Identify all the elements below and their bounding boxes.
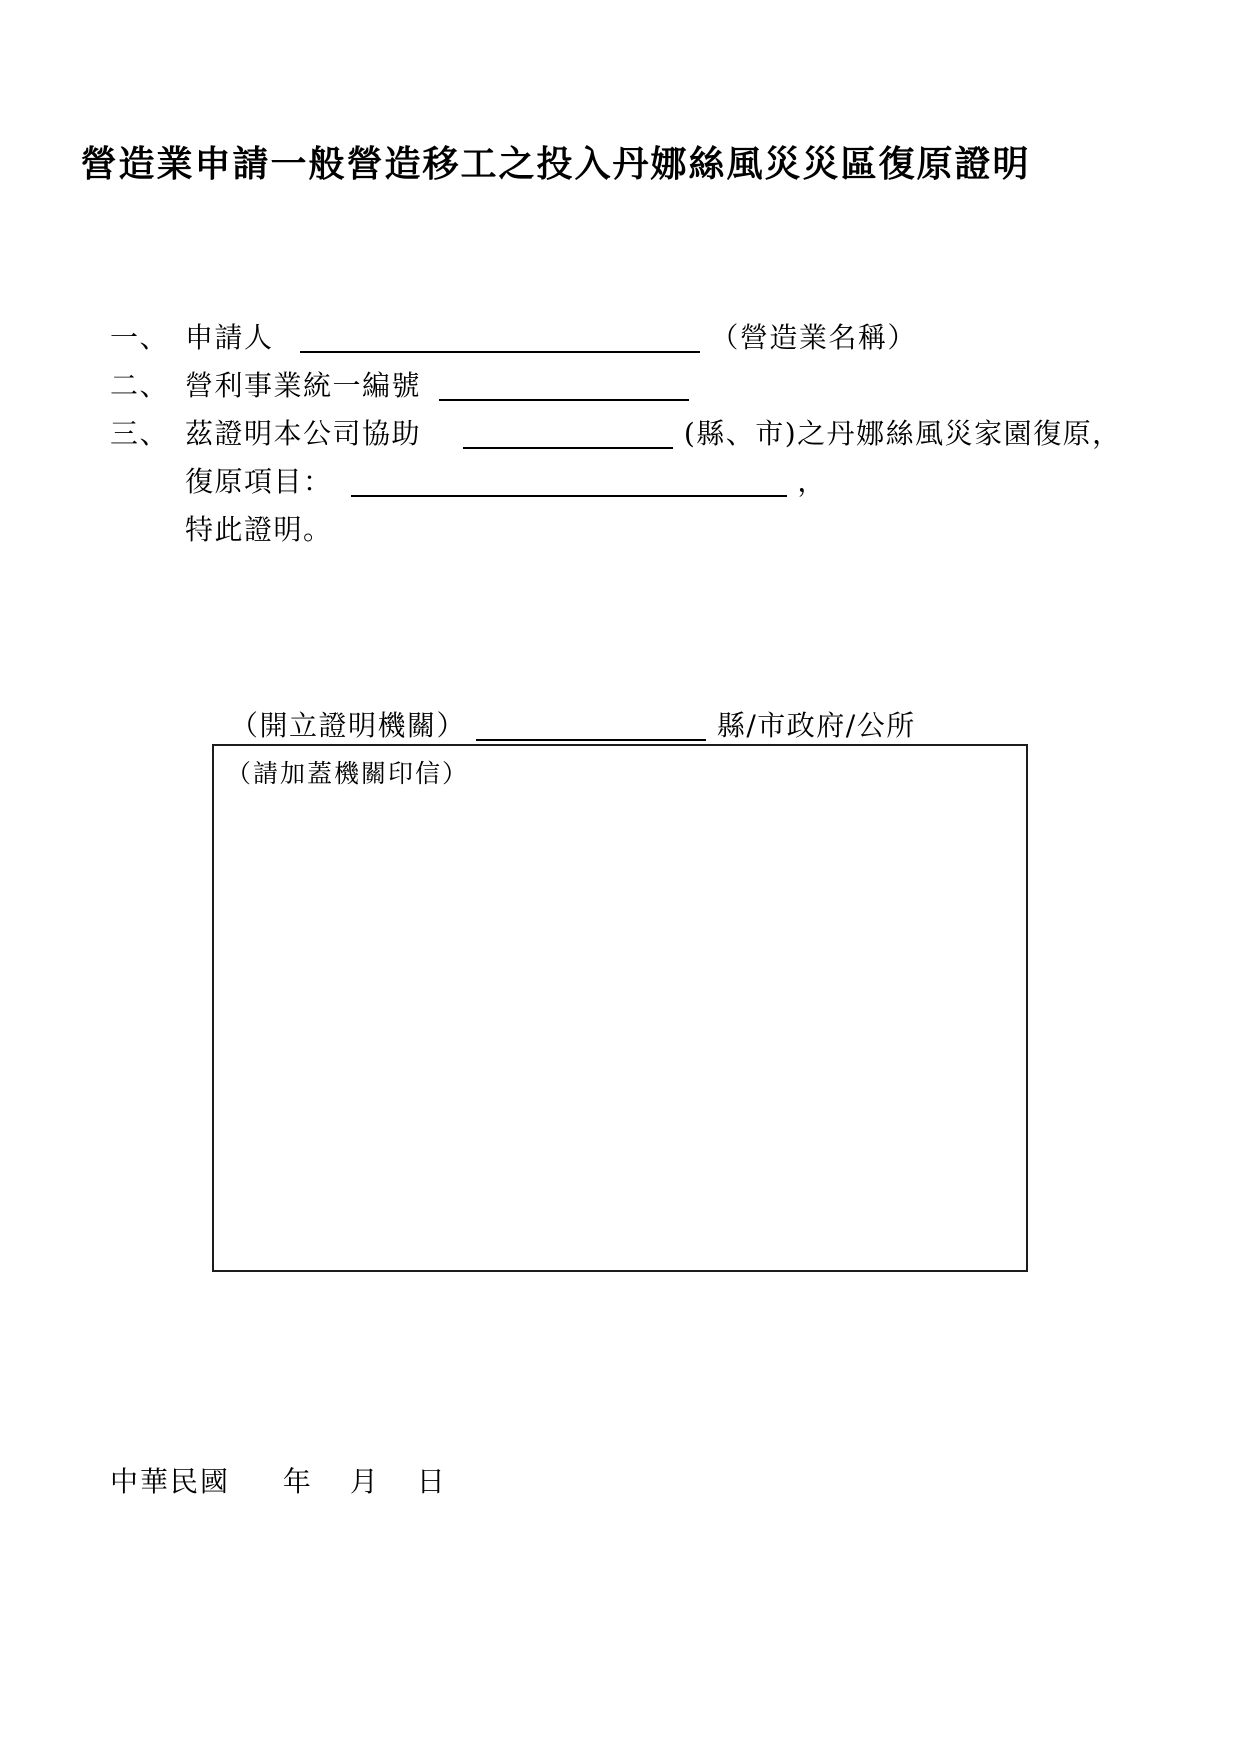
item-3-indent	[110, 458, 185, 506]
restoration-items-comma: ，	[797, 465, 827, 498]
item-3-line-3	[110, 506, 1122, 554]
county-restoration-note: (縣、市)之丹娜絲風災家園復原，	[683, 417, 1122, 450]
item-3-indent-2	[110, 506, 185, 554]
year-label: 年	[282, 1465, 313, 1498]
item-3-row	[110, 410, 1122, 458]
day-label: 日	[416, 1465, 447, 1498]
item-3-number: 三、	[110, 417, 170, 450]
company-name-note: （營造業名稱）	[710, 321, 917, 354]
county-blank-line	[463, 419, 673, 449]
certify-label: 茲證明本公司協助	[185, 417, 422, 450]
restoration-items-blank-line	[351, 467, 787, 497]
item-2-row	[110, 362, 1122, 410]
issuer-suffix: 縣/市政府/公所	[716, 709, 916, 742]
applicant-blank-line	[300, 323, 700, 353]
official-stamp-box	[212, 744, 1028, 1272]
item-3-text	[185, 410, 1122, 458]
page-title: 營造業申請一般營造移工之投入丹娜絲風災災區復原證明	[80, 143, 1031, 185]
restoration-items-label: 復原項目：	[185, 465, 333, 498]
item-2-text	[185, 362, 689, 410]
date-line	[110, 1460, 447, 1500]
stamp-instruction-note: （請加蓋機關印信）	[226, 759, 470, 788]
item-3-line-2	[110, 458, 1122, 506]
applicant-label: 申請人	[185, 321, 274, 354]
item-1-number: 一、	[110, 321, 170, 354]
business-id-blank-line	[439, 371, 689, 401]
item-1-text	[185, 314, 917, 362]
issuer-blank-line	[476, 711, 706, 741]
era-label: 中華民國	[110, 1465, 231, 1498]
issuer-label: （開立證明機關）	[230, 709, 467, 742]
item-2-number: 二、	[110, 369, 170, 402]
form-body	[110, 314, 1122, 554]
month-label: 月	[349, 1465, 380, 1498]
issuer-line	[230, 704, 916, 748]
item-1-row	[110, 314, 1122, 362]
business-id-label: 營利事業統一編號	[185, 369, 422, 402]
closing-statement: 特此證明。	[185, 513, 333, 546]
restoration-items-text	[185, 458, 827, 506]
